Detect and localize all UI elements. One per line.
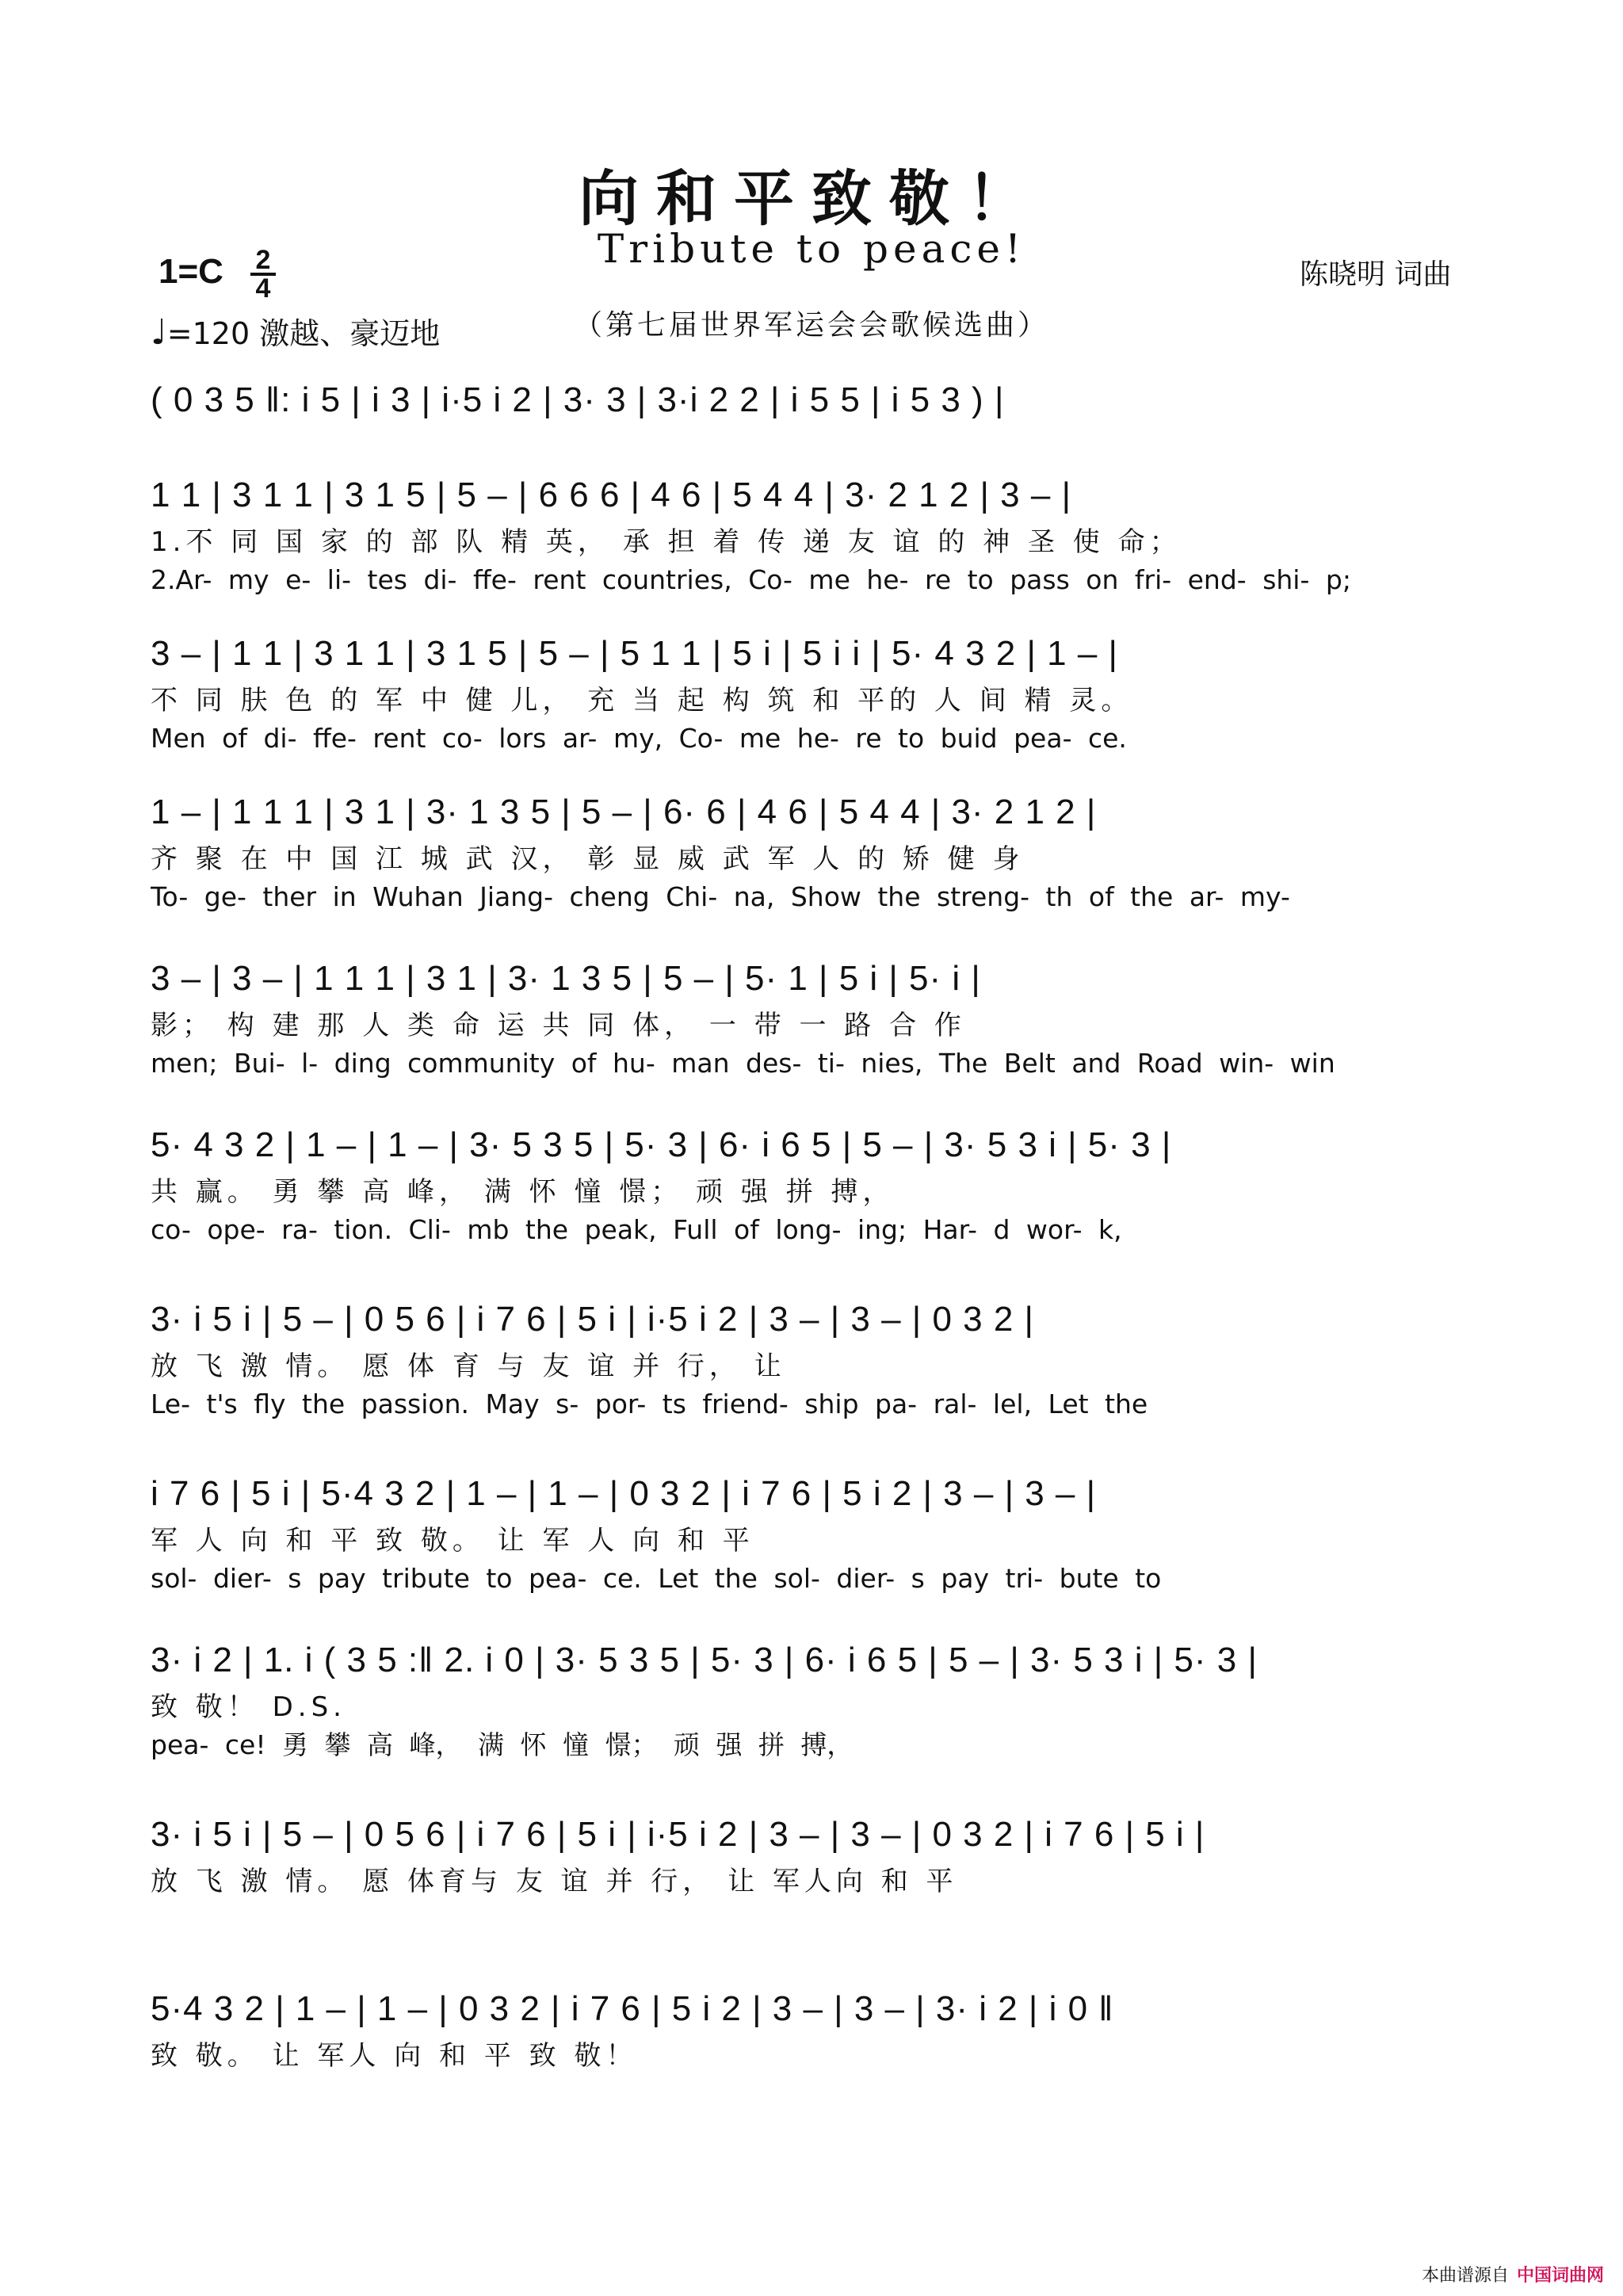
staff-line-2 (151, 468, 1474, 599)
lyric-chinese: 不 同 肤 色 的 军 中 健 儿， 充 当 起 构 筑 和 平的 人 间 精 灵。 (151, 685, 1133, 716)
lyric-chinese: 致 敬。 让 军人 向 和 平 致 敬！ (151, 2040, 638, 2072)
key-signature: 1=C (158, 252, 223, 291)
notation-row: ( 0 3 5 ‖: i 5 | i 3 | i·5 i 2 | 3· 3 | 3·i 2 2 | i 5 5 | i 5 3 ) | (151, 380, 1005, 419)
song-note: （第七届世界军运会会歌候选曲） (573, 309, 1049, 342)
quarter-note-icon: ♩ (151, 312, 167, 353)
footer-brand: 中国词曲网 (1516, 2266, 1604, 2286)
staff-line-10 (151, 1807, 1474, 1939)
lyric-chinese: 放 飞 激 情。 愿 体 育 与 友 谊 并 行， 让 (151, 1350, 786, 1382)
staff-line-8 (151, 1466, 1474, 1598)
lyric-english: 2.Ar- my e- li- tes di- ffe- rent countries, Co- me he- re to pass on fri- end- shi- p; (151, 564, 1351, 595)
tempo-marking (151, 309, 440, 353)
page-title: 向和平致敬！ (579, 163, 1044, 234)
lyric-chinese (151, 428, 1474, 466)
staff-line-3 (151, 626, 1474, 758)
notation-row: 1 1 | 3 1 1 | 3 1 5 | 5 – | 6 6 6 | 4 6 | 5 4 4 | 3· 2 1 2 | 3 – | (151, 476, 1072, 514)
lyric-chinese: 致 敬！ D.S. (151, 1691, 346, 1723)
footer (1422, 2262, 1604, 2286)
lyric-english: pea- ce! 勇 攀 高 峰， 满 怀 憧 憬； 顽 强 拼 搏， (151, 1729, 854, 1760)
footer-source: 本曲谱源自 (1421, 2266, 1509, 2286)
notation-row: 3 – | 1 1 | 3 1 1 | 3 1 5 | 5 – | 5 1 1 | 5 i | 5 i i | 5· 4 3 2 | 1 – | (151, 634, 1118, 673)
lyric-chinese: 放 飞 激 情。 愿 体育与 友 谊 并 行， 让 军人向 和 平 (151, 1866, 958, 1897)
time-bottom: 4 (255, 273, 271, 304)
notation-row: 3· i 5 i | 5 – | 0 5 6 | i 7 6 | 5 i | i·5 i 2 | 3 – | 3 – | 0 3 2 | (151, 1300, 1034, 1339)
notation-row: 1 – | 1 1 1 | 3 1 | 3· 1 3 5 | 5 – | 6· 6 | 4 6 | 5 4 4 | 3· 2 1 2 | (151, 793, 1097, 831)
lyric-chinese: 1.不 同 国 家 的 部 队 精 英， 承 担 着 传 递 友 谊 的 神 圣 使 命； (151, 526, 1182, 558)
staff-line-5 (151, 951, 1474, 1083)
lyric-english: men; Bui- l- ding community of hu- man des- ti- nies, The Belt and Road win- win (151, 1048, 1335, 1079)
staff-line-11 (151, 1981, 1474, 2113)
time-signature (247, 245, 279, 304)
author-credit: 陈晓明 词曲 (1300, 258, 1452, 291)
lyric-english: Men of di- ffe- rent co- lors ar- my, Co- me he- re to buid pea- ce. (151, 723, 1127, 754)
lyric-english: Le- t's fly the passion. May s- por- ts friend- ship pa- ral- lel, Let the (151, 1389, 1148, 1419)
staff-line-6 (151, 1117, 1474, 1249)
lyric-english: To- ge- ther in Wuhan Jiang- cheng Chi- na, Show the streng- th of the ar- my- (151, 881, 1290, 912)
lyric-chinese: 军 人 向 和 平 致 敬。 让 军 人 向 和 平 (151, 1525, 754, 1557)
staff-line-7 (151, 1292, 1474, 1423)
staff-line-4 (151, 785, 1474, 916)
lyric-english: sol- dier- s pay tribute to pea- ce. Let the sol- dier- s pay tri- bute to (151, 1563, 1162, 1594)
notation-row: 5·4 3 2 | 1 – | 1 – | 0 3 2 | i 7 6 | 5 i 2 | 3 – | 3 – | 3· i 2 | i 0 ‖ (151, 1989, 1114, 2028)
notation-row: 3 – | 3 – | 1 1 1 | 3 1 | 3· 1 3 5 | 5 – | 5· 1 | 5 i | 5· i | (151, 959, 981, 998)
page-subtitle: Tribute to peace! (597, 226, 1026, 272)
staff-line-9 (151, 1633, 1474, 1764)
lyric-english (151, 2075, 1474, 2113)
time-top: 2 (255, 245, 271, 275)
lyric-chinese: 齐 聚 在 中 国 江 城 武 汉， 彰 显 威 武 军 人 的 矫 健 身 (151, 843, 1025, 875)
notation-row: 3· i 5 i | 5 – | 0 5 6 | i 7 6 | 5 i | i·5 i 2 | 3 – | 3 – | 0 3 2 | i 7 6 | 5 i | (151, 1815, 1205, 1854)
notation-row: i 7 6 | 5 i | 5·4 3 2 | 1 – | 1 – | 0 3 2 | i 7 6 | 5 i 2 | 3 – | 3 – | (151, 1474, 1097, 1513)
lyric-chinese: 影； 构 建 那 人 类 命 运 共 同 体， 一 带 一 路 合 作 (151, 1010, 966, 1041)
lyric-chinese: 共 赢。 勇 攀 高 峰， 满 怀 憧 憬； 顽 强 拼 搏， (151, 1176, 895, 1208)
lyric-english: co- ope- ra- tion. Cli- mb the peak, Full of long- ing; Har- d wor- k, (151, 1214, 1122, 1245)
tempo-text: =120 激越、豪迈地 (166, 316, 441, 351)
notation-row: 3· i 2 | 1. i ( 3 5 :‖ 2. i 0 | 3· 5 3 5 | 5· 3 | 6· i 6 5 | 5 – | 3· 5 3 i | 5· 3 | (151, 1641, 1258, 1679)
lyric-english (151, 1901, 1474, 1939)
notation-row: 5· 4 3 2 | 1 – | 1 – | 3· 5 3 5 | 5· 3 | 6· i 6 5 | 5 – | 3· 5 3 i | 5· 3 | (151, 1125, 1172, 1164)
